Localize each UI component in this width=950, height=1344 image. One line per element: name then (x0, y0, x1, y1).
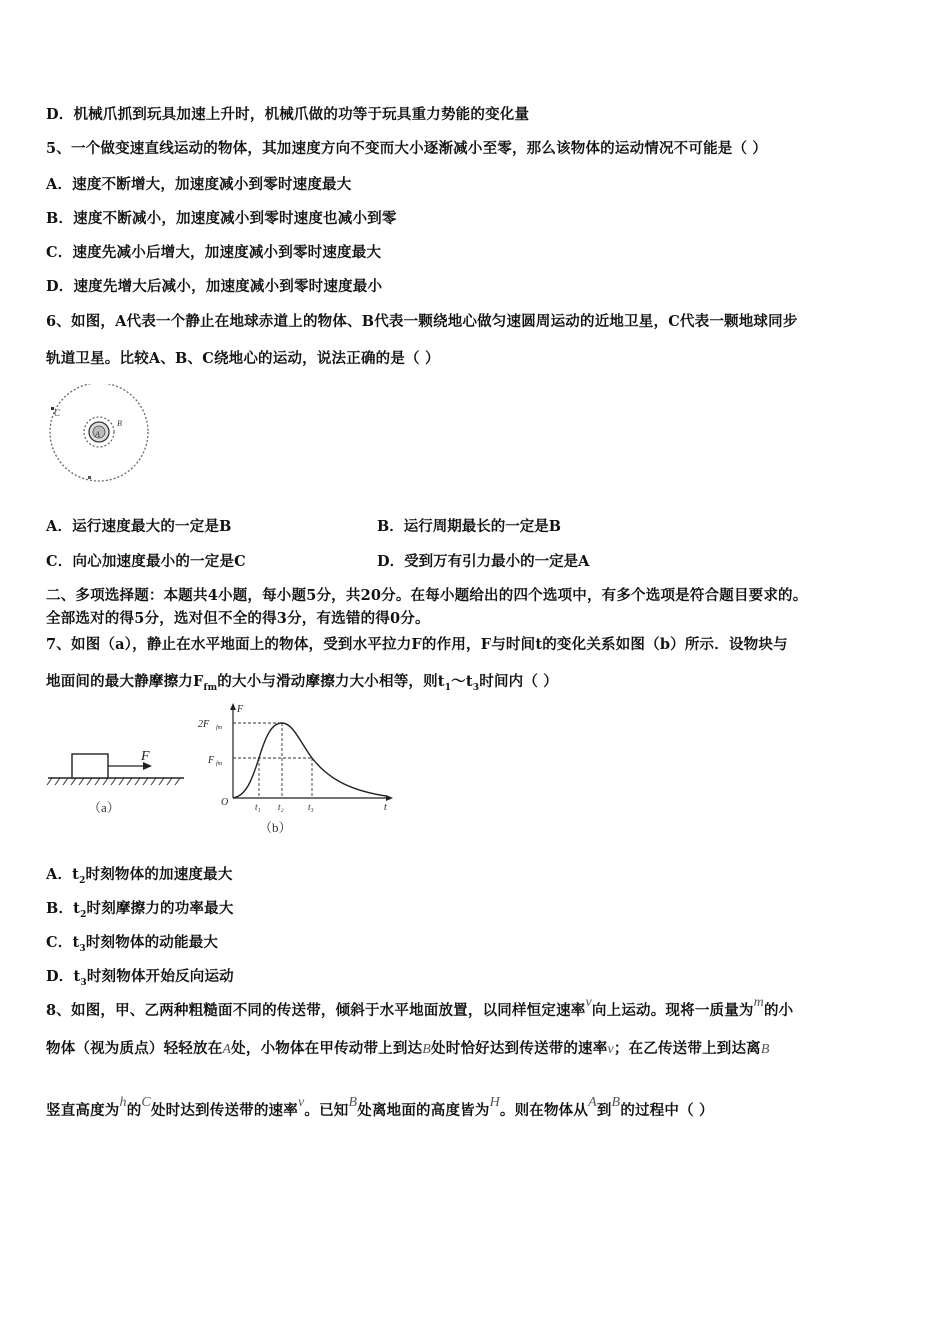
q6-label-c: C (54, 408, 61, 418)
q6-option-b: B．运行周期最长的一定是B (377, 518, 562, 535)
q7-figure-a-caption: （a） (88, 800, 120, 815)
section2-instructions-line1: 二、多项选择题：本题共4小题，每小题5分，共20分。在每小题给出的四个选项中，有多个选项是符合题目要求的。 (46, 587, 808, 604)
q7-option-d: D．$t_3$时刻物体开始反向运动 (46, 968, 234, 988)
q7-t2-label: t₂ (278, 802, 284, 812)
q7-figure-b-caption: （b） (259, 820, 292, 835)
q7-force-label: F (141, 749, 150, 764)
svg-text:F: F (208, 755, 215, 766)
q6-stem-line1: 6、如图，A代表一个静止在地球赤道上的物体、B代表一颗绕地心做匀速圆周运动的近地卫星，C代表一颗地球同步 (46, 313, 798, 330)
svg-text:fm: fm (216, 761, 222, 767)
q7-y1-label (207, 755, 223, 767)
q4-option-d: D．机械爪抓到玩具加速上升时，机械爪做的功等于玩具重力势能的变化量 (46, 106, 530, 123)
q7-option-b: B．$t_2$时刻摩擦力的功率最大 (46, 900, 234, 920)
q7-t3-label: t₃ (308, 802, 314, 812)
q6-stem-line2: 轨道卫星。比较A、B、C绕地心的运动，说法正确的是（ ） (46, 350, 440, 367)
q7-figure-b (196, 700, 396, 840)
q7-yaxis-label: F (237, 704, 244, 715)
q5-option-c: C．速度先减小后增大，加速度减小到零时速度最大 (46, 244, 382, 261)
q7-stem-line1: 7、如图（a），静止在水平地面上的物体，受到水平拉力F的作用，F与时间t的变化关系如图（b）所示．设物块与 (46, 636, 788, 653)
q5-option-a: A．速度不断增大，加速度减小到零时速度最大 (46, 176, 352, 193)
q8-stem-line3: 竖直高度为h的C处时达到传送带的速率v。已知B处离地面的高度皆为H。则在物体从A到B的过程中（ ） (46, 1095, 714, 1119)
q6-option-c: C．向心加速度最小的一定是C (46, 553, 246, 570)
q6-label-b: B (117, 419, 122, 428)
svg-text:fm: fm (216, 725, 222, 731)
q7-y2-label (198, 719, 223, 731)
q7-stem-line2: 地面间的最大静摩擦力$F_{fm}$的大小与滑动摩擦力大小相等，则$t_1\sim t_3$时间内（ ） (46, 673, 558, 693)
q8-stem-line2: 物体（视为质点）轻轻放在A处，小物体在甲传动带上到达B处时恰好达到传送带的速率v；在乙传送带上到达离B (46, 1040, 770, 1057)
q7-force-curve (233, 723, 386, 798)
q8-stem-line1: 8、如图，甲、乙两种粗糙面不同的传送带，倾斜于水平地面放置，以同样恒定速率v向上运动。现将一质量为m的小 (46, 995, 794, 1019)
q7-xaxis-label: t (384, 802, 387, 813)
q5-option-d: D．速度先增大后减小，加速度减小到零时速度最小 (46, 278, 383, 295)
svg-text:2F: 2F (198, 719, 210, 730)
q6-option-a: A．运行速度最大的一定是B (46, 518, 232, 535)
q7-origin-label: O (221, 797, 229, 808)
section2-instructions-line2: 全部选对的得5分，选对但不全的得3分，有选错的得0分。 (46, 610, 430, 627)
q7-t1-label: t₁ (255, 802, 261, 812)
q7-block (72, 754, 108, 778)
q7-figure-a (44, 740, 189, 820)
q7-option-c: C．$t_3$时刻物体的动能最大 (46, 934, 219, 954)
q6-label-a: A (95, 430, 100, 439)
q5-option-b: B．速度不断减小，加速度减小到零时速度也减小到零 (46, 210, 397, 227)
q6-orbit-figure (44, 384, 156, 484)
q6-option-d: D．受到万有引力最小的一定是A (377, 553, 590, 570)
q5-stem: 5、一个做变速直线运动的物体，其加速度方向不变而大小逐渐减小至零，那么该物体的运动情况不可能是（ ） (46, 140, 768, 157)
q7-option-a: A．$t_2$时刻物体的加速度最大 (46, 866, 233, 886)
